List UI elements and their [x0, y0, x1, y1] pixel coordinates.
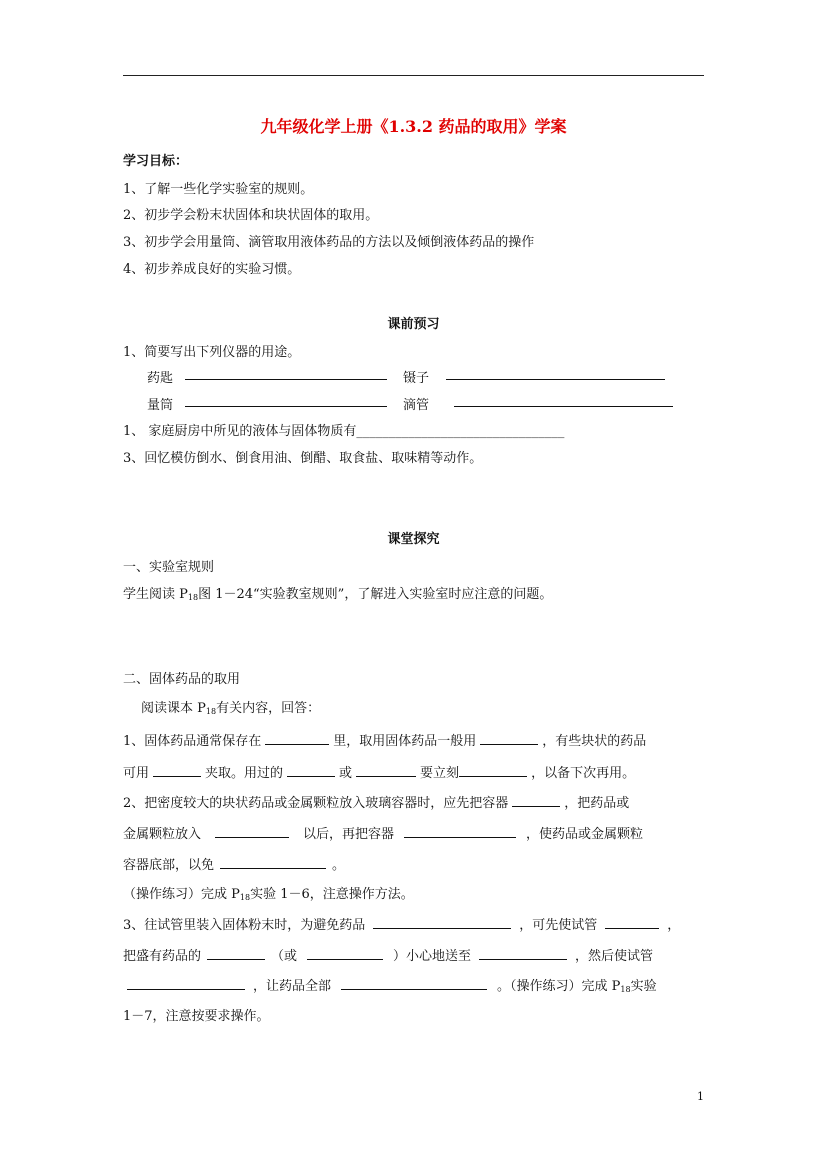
- page-subscript: 18: [620, 985, 631, 994]
- question-line: [123, 730, 646, 749]
- answer-blank: [404, 824, 516, 838]
- objectives-heading: 学习目标：: [123, 154, 189, 169]
- text-run: 实验: [630, 979, 657, 994]
- preview-question: 3、回忆模仿倒水、倒食用油、倒醋、取食盐、取味精等动作。: [123, 451, 483, 466]
- answer-blank: [287, 763, 335, 777]
- text-run: 把盛有药品的: [123, 949, 202, 964]
- text-run: ）小心地送至: [393, 949, 472, 964]
- section-text: [123, 883, 414, 902]
- text-run: ，把药品或: [564, 796, 630, 811]
- explore-heading: 课堂探究: [387, 532, 440, 547]
- text-run: ，可先使试管: [519, 918, 598, 933]
- question-line: [123, 914, 680, 933]
- text-run: 1、固体药品通常保存在: [123, 734, 262, 749]
- text-run: ，以备下次再用。: [531, 766, 636, 781]
- objective-item: 4、初步养成良好的实验习惯。: [123, 262, 301, 277]
- text-run: 有关内容，回答：: [216, 701, 321, 716]
- page-subscript: 18: [205, 707, 217, 716]
- answer-blank: [605, 915, 659, 929]
- answer-blank: [479, 946, 567, 960]
- answer-blank: [341, 976, 487, 990]
- text-run: ，然后使试管: [575, 949, 654, 964]
- text-run: 实验 1－6，注意操作方法。: [250, 887, 414, 902]
- preview-question: 1、简要写出下列仪器的用途。: [123, 345, 301, 360]
- question-line: [123, 975, 657, 994]
- text-run: 里，取用固体药品一般用: [333, 734, 477, 749]
- answer-blank: [480, 731, 538, 745]
- answer-blank: [153, 763, 201, 777]
- answer-blank: [127, 976, 245, 990]
- section-title: 二、固体药品的取用: [123, 672, 241, 687]
- question-line: 1－7，注意按要求操作。: [123, 1009, 270, 1024]
- answer-blank: [220, 855, 326, 869]
- text-run: 。: [332, 858, 346, 873]
- instrument-label: 滴管: [403, 398, 430, 413]
- page-title: 九年级化学上册《1.3.2 药品的取用》学案: [260, 117, 567, 136]
- text-run: 金属颗粒放入: [123, 827, 202, 842]
- page-subscript: 18: [239, 893, 251, 902]
- preview-heading: 课前预习: [387, 317, 440, 332]
- text-run: （或: [271, 949, 298, 964]
- text-run: 容器底部，以免: [123, 858, 215, 873]
- objective-item: 3、初步学会用量筒、滴管取用液体药品的方法以及倾倒液体药品的操作: [123, 235, 535, 250]
- instrument-label: 量筒: [147, 398, 174, 413]
- answer-blank: [207, 946, 265, 960]
- answer-blank: [459, 763, 527, 777]
- header-rule: [123, 75, 704, 76]
- text-run: ，有些块状的药品: [542, 734, 647, 749]
- answer-blank: [512, 793, 560, 807]
- section-text: [123, 583, 552, 602]
- text-run: 3、往试管里装入固体粉末时，为避免药品: [123, 918, 366, 933]
- preview-question: 1、 家庭厨房中所见的液体与固体物质有: [123, 424, 357, 439]
- question-line: [123, 945, 653, 964]
- text-run: 图 1－24“实验教室规则”，了解进入实验室时应注意的问题。: [198, 587, 553, 602]
- objective-item: 2、初步学会粉末状固体和块状固体的取用。: [123, 208, 379, 223]
- text-run: 要立刻: [420, 766, 460, 781]
- text-run: 学生阅读 P: [123, 587, 188, 602]
- question-line: [123, 854, 345, 873]
- text-run: 或: [339, 766, 353, 781]
- question-line: [123, 792, 629, 811]
- question-line: [123, 823, 643, 842]
- question-line: [123, 762, 635, 781]
- text-run: 。（操作练习）完成 P: [497, 979, 621, 994]
- answer-line: [454, 406, 673, 407]
- text-run: ，让药品全部: [253, 979, 332, 994]
- answer-blank: [356, 763, 416, 777]
- section-text: [141, 697, 320, 716]
- answer-blank: [373, 915, 511, 929]
- answer-line: [446, 379, 665, 380]
- answer-line-text: ________________________________: [356, 424, 565, 439]
- text-run: ，: [667, 918, 681, 933]
- text-run: 夹取。用过的: [205, 766, 284, 781]
- answer-blank: [265, 731, 329, 745]
- text-run: （操作练习）完成 P: [123, 887, 240, 902]
- objective-item: 1、了解一些化学实验室的规则。: [123, 182, 314, 197]
- answer-blank: [215, 824, 289, 838]
- text-run: 以后，再把容器: [303, 827, 395, 842]
- answer-line: [185, 406, 387, 407]
- text-run: 2、把密度较大的块状药品或金属颗粒放入玻璃容器时，应先把容器: [123, 796, 509, 811]
- answer-line: [185, 379, 387, 380]
- section-title: 一、实验室规则: [123, 560, 215, 575]
- instrument-label: 镊子: [403, 371, 430, 386]
- answer-blank: [307, 946, 383, 960]
- page-subscript: 18: [187, 593, 199, 602]
- text-run: 阅读课本 P: [141, 701, 206, 716]
- instrument-label: 药匙: [147, 371, 174, 386]
- text-run: ，使药品或金属颗粒: [526, 827, 644, 842]
- text-run: 可用: [123, 766, 150, 781]
- page-number: 1: [697, 1090, 704, 1103]
